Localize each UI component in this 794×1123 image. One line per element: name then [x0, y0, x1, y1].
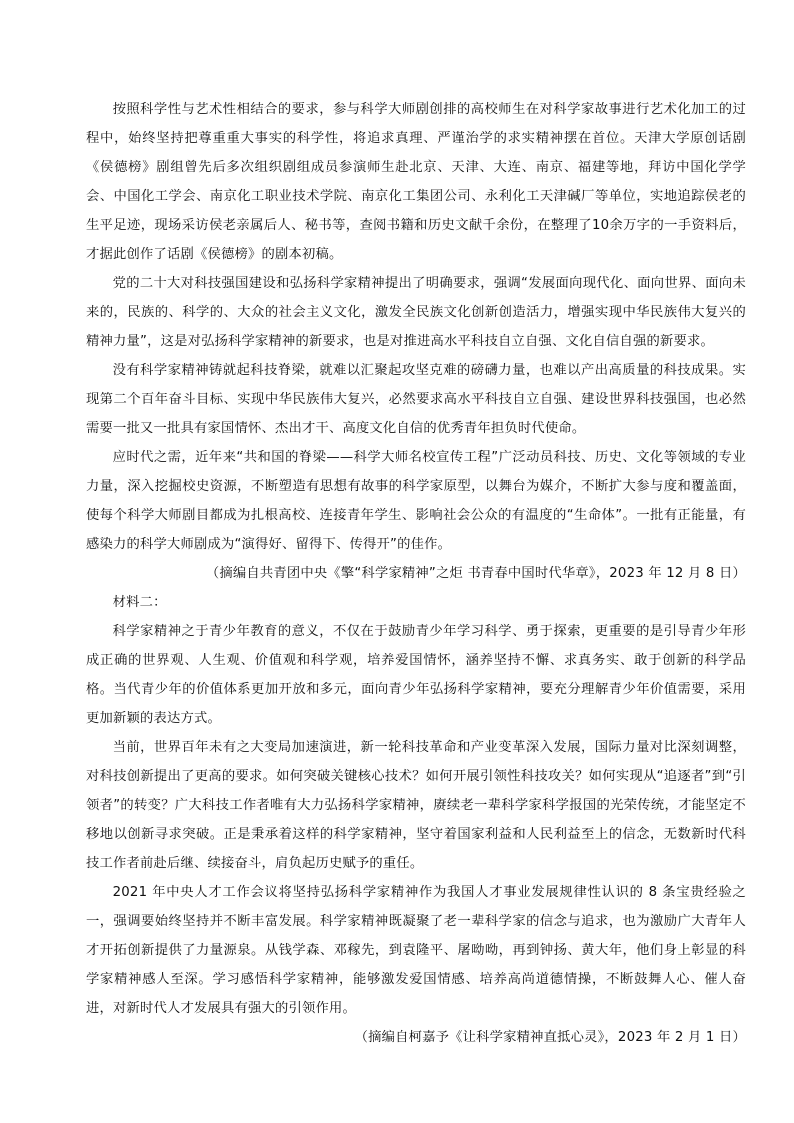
paragraph: 党的二十大对科技强国建设和弘扬科学家精神提出了明确要求，强调“发展面向现代化、面向世界、面向未来的，民族的、科学的、大众的社会主义文化，激发全民族文化创新创造活力，增强实现中华民族伟大复兴的精神力量”，这是对弘扬科学家精神的新要求，也是对推进高水平科技自立自强、文化自信自强的新要求。 — [86, 276, 746, 349]
source-citation: （摘编自共青团中央《擎“科学家精神”之炬 书青春中国时代华章》，2023 年 12 月 8 日） — [205, 566, 746, 581]
paragraph: 没有科学家精神铸就起科技脊梁，就难以汇聚起攻坚克难的磅礴力量，也难以产出高质量的科技成果。实现第二个百年奋斗目标、实现中华民族伟大复兴，必然要求高水平科技自立自强、建设世界科技强国，也必然需要一批又一批具有家国情怀、杰出才干、高度文化自信的优秀青年担负时代使命。 — [86, 363, 746, 436]
paragraph: 应时代之需，近年来“共和国的脊梁——科学大师名校宣传工程”广泛动员科技、历史、文化等领域的专业力量，深入挖掘校史资源，不断塑造有思想有故事的科学家原型，以舞台为媒介，不断扩大参与度和覆盖面，使每个科学大师剧目都成为扎根高校、连接青年学生、影响社会公众的有温度的“生命体”。一批有正能量，有感染力的科学大师剧成为“演得好、留得下、传得开”的佳作。 — [86, 450, 746, 552]
material-label: 材料二： — [112, 595, 167, 610]
paragraph: 科学家精神之于青少年教育的意义，不仅在于鼓励青少年学习科学、勇于探索，更重要的是引导青少年形成正确的世界观、人生观、价值观和科学观，培养爱国情怀，涵养坚持不懈、求真务实、敢于创新的科学品格。当代青少年的价值体系更加开放和多元，面向青少年弘扬科学家精神，要充分理解青少年价值需要，采用更加新颖的表达方式。 — [86, 624, 746, 726]
paragraph: 当前，世界百年未有之大变局加速演进，新一轮科技革命和产业变革深入发展，国际力量对比深刻调整，对科技创新提出了更高的要求。如何突破关键核心技术？如何开展引领性科技攻关？如何实现从“追逐者”到“引领者”的转变？广大科技工作者唯有大力弘扬科学家精神，赓续老一辈科学家科学报国的光荣传统，才能坚定不移地以创新寻求突破。正是秉承着这样的科学家精神，坚守着国家利益和人民利益至上的信念，无数新时代科技工作者前赴后继、续接奋斗，肩负起历史赋予的重任。 — [86, 740, 746, 871]
paragraph: 按照科学性与艺术性相结合的要求，参与科学大师剧创排的高校师生在对科学家故事进行艺术化加工的过程中，始终坚持把尊重重大事实的科学性，将追求真理、严谨治学的求实精神摆在首位。天津大学原创话剧《侯德榜》剧组曾先后多次组织剧组成员参演师生赴北京、天津、大连、南京、福建等地，拜访中国化学学会、中国化工学会、南京化工职业技术学院、南京化工集团公司、永利化工天津碱厂等单位，实地追踪侯老的生平足迹，现场采访侯老亲属后人、秘书等，查阅书籍和历史文献千余份，在整理了10余万字的一手资料后，才据此创作了话剧《侯德榜》的剧本初稿。 — [86, 102, 746, 262]
paragraph: 2021 年中央人才工作会议将坚持弘扬科学家精神作为我国人才事业发展规律性认识的 8 条宝贵经验之一，强调要始终坚持并不断丰富发展。科学家精神既凝聚了老一辈科学家的信念与追求，也为激励广大青年人才开拓创新提供了力量源泉。从钱学森、邓稼先，到袁隆平、屠呦呦，再到钟扬、黄大年，他们身上彰显的科学家精神感人至深。学习感悟科学家精神，能够激发爱国情感、培养高尚道德情操，不断鼓舞人心、催人奋进，对新时代人才发展具有强大的引领作用。 — [86, 885, 746, 1016]
article-body — [86, 95, 746, 1052]
source-citation: （摘编自柯嘉予《让科学家精神直抵心灵》，2023 年 2 月 1 日） — [354, 1030, 746, 1045]
